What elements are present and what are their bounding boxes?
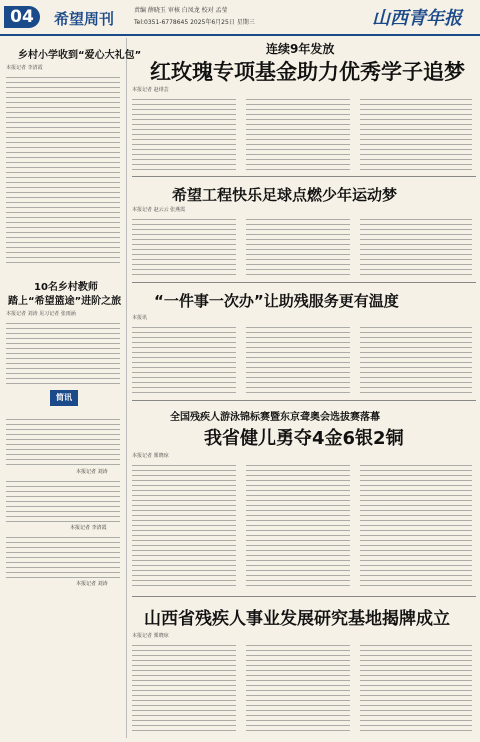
story5-headline: 山西省残疾人事业发展研究基地揭牌成立	[144, 609, 450, 629]
section-title: 希望周刊	[54, 10, 115, 28]
story1-body-col3	[360, 96, 472, 170]
page-number: 04	[4, 6, 40, 28]
sidebar-story2-byline: 本报记者 刘涛 见习记者 张雨涵	[6, 311, 76, 317]
story4-byline: 本报记者 栗晓琼	[132, 453, 169, 459]
page-header	[0, 0, 480, 36]
sidebar-story2-title-2: 踏上“希望篮途”进阶之旅	[8, 296, 122, 307]
sidebar-story1-byline: 本报记者 李清霞	[6, 65, 43, 71]
story1-kicker: 连续9年发放	[266, 42, 335, 56]
brief-item3	[6, 534, 120, 578]
story3-body-col1	[132, 324, 236, 394]
story2-body-col1	[132, 216, 236, 276]
story1-body-col2	[246, 96, 350, 170]
story3-byline: 本报讯	[132, 315, 148, 321]
brief-signoff-3: 本报记者 刘涛	[76, 581, 108, 587]
editor-credits: 责编 薛晓玉 审核 白凤龙 校对 孟莹	[134, 7, 228, 14]
brief-label: 简讯	[50, 390, 78, 406]
newspaper-logo: 山西青年报	[372, 8, 462, 29]
story3-body-col3	[360, 324, 472, 394]
divider	[132, 282, 476, 283]
brief-signoff-1: 本报记者 刘涛	[76, 469, 108, 475]
main-column	[132, 38, 476, 738]
divider	[132, 176, 476, 177]
story5-body-col3	[360, 642, 472, 734]
contact-date: Tel:0351-6778645 2025年6月25日 星期三	[134, 19, 255, 26]
story2-body-col2	[246, 216, 350, 276]
brief-ribbon	[0, 390, 126, 410]
story1-headline: 红玫瑰专项基金助力优秀学子追梦	[150, 60, 465, 84]
brief-signoff-2: 本报记者 李清霞	[70, 525, 107, 531]
story1-body-col1	[132, 96, 236, 170]
story4-body-col1	[132, 462, 236, 590]
story2-byline: 本报记者 赵云云 张燕霞	[132, 207, 186, 213]
story4-kicker: 全国残疾人游泳锦标赛暨东京聋奥会选拔赛落幕	[170, 412, 380, 423]
story5-body-col2	[246, 642, 350, 734]
sidebar-story1-body	[6, 74, 120, 264]
story4-body-col3	[360, 462, 472, 590]
story5-byline: 本报记者 栗晓琼	[132, 633, 169, 639]
divider	[132, 400, 476, 401]
brief-item1	[6, 416, 120, 466]
story2-headline: 希望工程快乐足球点燃少年运动梦	[172, 186, 398, 204]
sidebar-story2-body	[6, 320, 120, 386]
story1-byline: 本报记者 赵绯芸	[132, 87, 169, 93]
story3-body-col2	[246, 324, 350, 394]
story5-body-col1	[132, 642, 236, 734]
sidebar-story2-title-1: 10名乡村教师	[34, 282, 98, 293]
brief-item2	[6, 478, 120, 522]
divider	[132, 596, 476, 597]
story2-body-col3	[360, 216, 472, 276]
story4-headline: 我省健儿勇夺4金6银2铜	[204, 428, 404, 449]
story3-headline: “一件事一次办”让助残服务更有温度	[154, 292, 399, 310]
story4-body-col2	[246, 462, 350, 590]
sidebar-story1-title: 乡村小学收到“爱心大礼包”	[18, 50, 142, 61]
